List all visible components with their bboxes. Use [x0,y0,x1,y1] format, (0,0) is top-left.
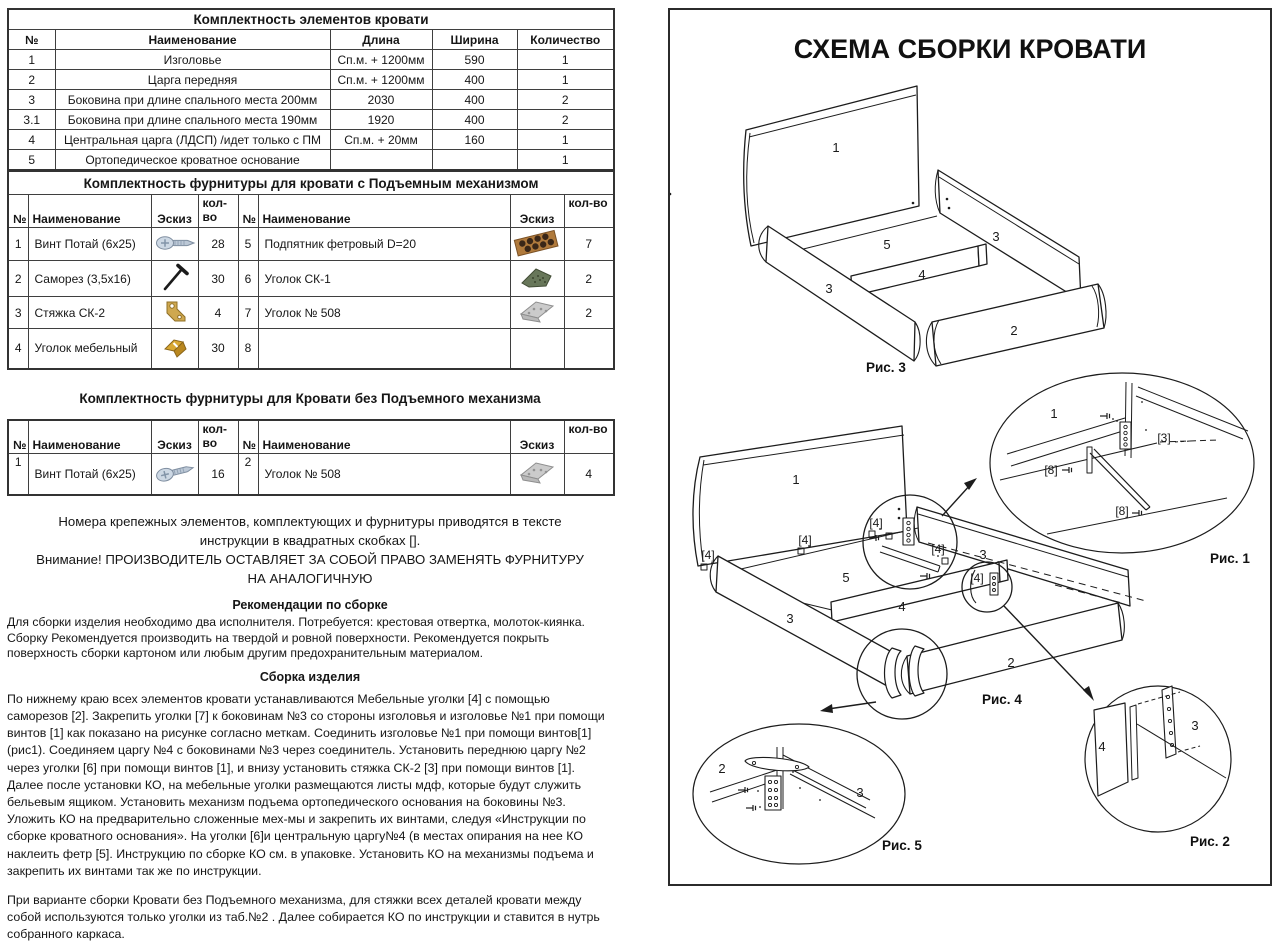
table-row: 5 Ортопедическое кроватное основание 1 [8,150,614,171]
figure-4 [693,426,1146,719]
col-header: № [8,30,55,50]
fig1-ref-8b: [8] [1115,504,1129,518]
fig3-label-2: 2 [1010,323,1018,338]
gray-plate-icon [518,298,556,327]
black-screw-icon [160,262,190,295]
fig4-ref-4a: [4] [701,548,715,562]
fig1-ref-3: [3] [1157,431,1171,445]
fig4-ref-4b: [4] [798,533,812,547]
notes-block [7,512,613,588]
fig2-label-3: 3 [1191,718,1199,733]
figure-5 [693,724,922,864]
assembly-scheme-panel [668,8,1272,886]
fig3-caption: Рис. 3 [866,360,906,375]
gold-corner-icon [162,335,188,362]
left-column [7,8,613,944]
table-row: 3.1 Боковина при длине спального места 190мм 1920 400 2 [8,110,614,130]
assembly-diagram [670,10,1270,884]
figure-3 [670,86,1106,375]
col-header: Количество [517,30,614,50]
fig4-ref-4c: [4] [869,516,883,530]
fig3-label-1: 1 [832,140,840,155]
figure-1 [990,373,1254,566]
fig5-caption: Рис. 5 [882,838,922,853]
col-header: Длина [330,30,432,50]
fig5-label-3: 3 [856,785,864,800]
col-header: Наименование [55,30,330,50]
countersunk-screw-icon [153,458,198,489]
table-row: 4 Центральная царга (ЛДСП) /идет только с ПМ Сп.м. + 20мм 160 1 [8,130,614,150]
countersunk-screw-icon [155,234,197,255]
fig3-label-4: 4 [918,267,926,282]
fig4-label-3-left: 3 [786,611,794,626]
figure-2 [1085,686,1231,849]
fig3-label-3-right: 3 [992,229,1000,244]
green-corner-icon [520,266,554,292]
no-mechanism-text: При варианте сборки Кровати без Подъемного механизма, для стяжки всех деталей кровати между собой используются только уголки из таб.№2 . Далее собирается КО по инструкции и ставится в нутрь собранного каркаса. [7,893,600,942]
hardware-pm-table: Комплектность фурнитуры для кровати с Подъемным механизмом № Наименование Эскиз кол-во № Наименование Эскиз кол-во 1 Винт Потай (6х25) 28 5 Подпятник фетровый D=20 7 2 Саморез (3,5х16) 30 6 Уголок СК-1 2 3 Стяжка СК-2 4 7 Уголок № 508 2 4 Уголок мебельный 30 8 [7,170,615,370]
assembly-heading: Сборка изделия [259,669,361,684]
fig3-label-3-left: 3 [825,281,833,296]
recommendations-text: Для сборки изделия необходимо два исполнителя. Потребуется: крестовая отвертка, молоток-киянка. Сборку Рекомендуется производить на твердой и ровной поверхности. Рекомендуется покрыть поверхность сборки картоном или любым другим предохранительным материалом. [7,615,585,661]
fig2-caption: Рис. 2 [1190,834,1230,849]
table-row: 2 Царга передняя Сп.м. + 1200мм 400 1 [8,70,614,90]
fig4-label-4: 4 [898,599,906,614]
fig2-label-4: 4 [1098,739,1106,754]
fig5-label-2: 2 [718,761,726,776]
table-row: 2 Саморез (3,5х16) 30 6 Уголок СК-1 2 [8,261,614,297]
fig4-label-1: 1 [792,472,800,487]
hardware-pm-title: Комплектность фурнитуры для кровати с Подъемным механизмом [8,171,614,195]
fig4-ref-4d: [4] [931,542,945,556]
gray-plate-icon [518,459,556,488]
elements-table-title: Комплектность элементов кровати [8,9,614,30]
assembly-text: По нижнему краю всех элементов кровати устанавливаются Мебельные уголки [4] с помощью саморезов [2]. Закрепить уголки [7] к боковинам №3 со стороны изголовья и изголовье №1 при помощи винтов [1] как показано на рисунке согласно меткам. Соединить изголовье №1 при помощи винтов[1] (рис1). Соединяем царгу №4 с боковинами №3 через соединитель. Установить переднюю царгу №2 через уголки [6] при помощи винтов [1], и внизу установить стяжка СК-2 [3] при помощи винтов [1]. Далее после установки КО, на мебельные уголки размещаются листы мдф, которые будут служить бельевым ящиком. Установить механизм подъема ортопедического основания на боковины №3. Уложить КО на предварительно сложенные мех-мы и закрепить их винтами, следуя «Инструкции по сборке кроватного основания». На уголки [6]и центральную царгу№4 (в местах опирания на нее КО наклеить фетр [5]. Инструкцию по сборке КО см. в упаковке. Установить КО на механизмы подъема и закрепить их винтами так же по инструкции. [7,691,605,878]
note-warning: Внимание! ПРОИЗВОДИТЕЛЬ ОСТАВЛЯЕТ ЗА СОБОЙ ПРАВО ЗАМЕНЯТЬ ФУРНИТУРУ НА АНАЛОГИЧНУЮ [36,552,584,586]
fig4-label-3-right: 3 [979,547,987,562]
table-row: 1 Винт Потай (6х25) 28 5 Подпятник фетровый D=20 7 [8,228,614,261]
table-row: 4 Уголок мебельный 30 8 [8,329,614,369]
scheme-title: СХЕМА СБОРКИ КРОВАТИ [793,34,1147,64]
fig1-ref-8a: [8] [1044,463,1058,477]
fig4-caption: Рис. 4 [982,692,1022,707]
brass-bracket-icon [162,299,188,327]
hardware-nopm-title: Комплектность фурнитуры для Кровати без Подъемного механизма [79,390,541,406]
fig1-label-1: 1 [1050,406,1058,421]
fig4-label-2: 2 [1007,655,1015,670]
table-row: 1 Изголовье Сп.м. + 1200мм 590 1 [8,50,614,70]
hardware-nopm-table: № Наименование Эскиз кол-во № Наименование Эскиз кол-во 1 Винт Потай (6х25) 16 2 Уголок № 508 4 [7,419,615,497]
recommendations-heading: Рекомендации по сборке [232,598,388,612]
fig3-label-5: 5 [883,237,891,252]
note-brackets: Номера крепежных элементов, комплектующих и фурнитуры приводятся в тексте инструкции в квадратных скобках []. [58,514,562,548]
table-row: 3 Стяжка СК-2 4 7 Уголок № 508 2 [8,297,614,329]
fig1-caption: Рис. 1 [1210,551,1250,566]
felt-pads-icon [511,228,563,261]
col-header: Ширина [432,30,517,50]
table-row: 1 Винт Потай (6х25) 16 2 Уголок № 508 4 [8,453,614,495]
fig4-label-5: 5 [842,570,850,585]
table-row: 3 Боковина при длине спального места 200мм 2030 400 2 [8,90,614,110]
fig4-ref-4e: [4] [970,571,984,585]
elements-table [7,8,615,171]
